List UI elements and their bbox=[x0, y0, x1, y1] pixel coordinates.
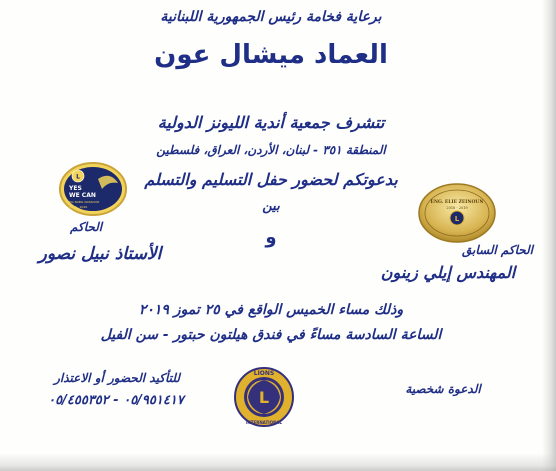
and-word: و bbox=[265, 227, 277, 248]
badge-left-line2: WE CAN bbox=[69, 192, 96, 199]
venue-line: الساعة السادسة مساءً في فندق هيلتون حبتور - سن الفيل bbox=[100, 327, 442, 343]
lions-international-emblem bbox=[232, 366, 296, 428]
outgoing-title: الحاكم السابق bbox=[462, 243, 533, 257]
rsvp-label: للتأكيد الحضور أو الاعتذار bbox=[54, 371, 180, 385]
emblem-top-text: LIONS bbox=[253, 370, 275, 377]
date-line: وذلك مساء الخميس الواقع في ٢٥ تموز ٢٠١٩ bbox=[138, 302, 404, 318]
president-name: العماد ميشال عون bbox=[154, 40, 388, 70]
emblem-bottom-text: INTERNATIONAL bbox=[245, 420, 283, 425]
outgoing-name: المهندس إيلي زينون bbox=[380, 263, 516, 282]
personal-note: الدعوة شخصية bbox=[405, 382, 481, 396]
badge-left-line3: DG NABIL NASSOUR bbox=[69, 200, 100, 204]
host-line: تتشرف جمعية أندية الليونز الدولية bbox=[157, 113, 385, 132]
medallion-name: ENG. ELIE ZEINOUN bbox=[430, 200, 484, 205]
rsvp-phones: ٠٥/٩٥١٤١٧ - ٠٥/٤٥٥٣٥٢ bbox=[48, 393, 184, 408]
page-bottom-shadow bbox=[0, 453, 556, 471]
svg-text:L: L bbox=[454, 215, 460, 223]
patronage-line: برعاية فخامة رئيس الجمهورية اللبنانية bbox=[160, 9, 382, 25]
yes-we-can-badge bbox=[58, 161, 128, 217]
page-edge-shadow bbox=[542, 0, 556, 471]
badge-left-line4: 2019 - 2020 bbox=[69, 205, 88, 209]
gold-medallion-seal bbox=[417, 182, 497, 244]
svg-text:L: L bbox=[76, 173, 80, 181]
medallion-years: 2018 - 2019 bbox=[446, 206, 468, 210]
incoming-title: الحاكم bbox=[70, 220, 103, 234]
emblem-letter: L bbox=[258, 388, 270, 407]
invitation-line: بدعوتكم لحضور حفل التسليم والتسلم bbox=[144, 170, 398, 189]
incoming-name: الأستاذ نبيل نصور bbox=[38, 244, 162, 264]
between-word: بين bbox=[262, 199, 280, 214]
badge-left-line1: YES bbox=[69, 185, 82, 192]
region-line: المنطقة ٣٥١ - لبنان، الأردن، العراق، فلسطين bbox=[156, 143, 386, 157]
